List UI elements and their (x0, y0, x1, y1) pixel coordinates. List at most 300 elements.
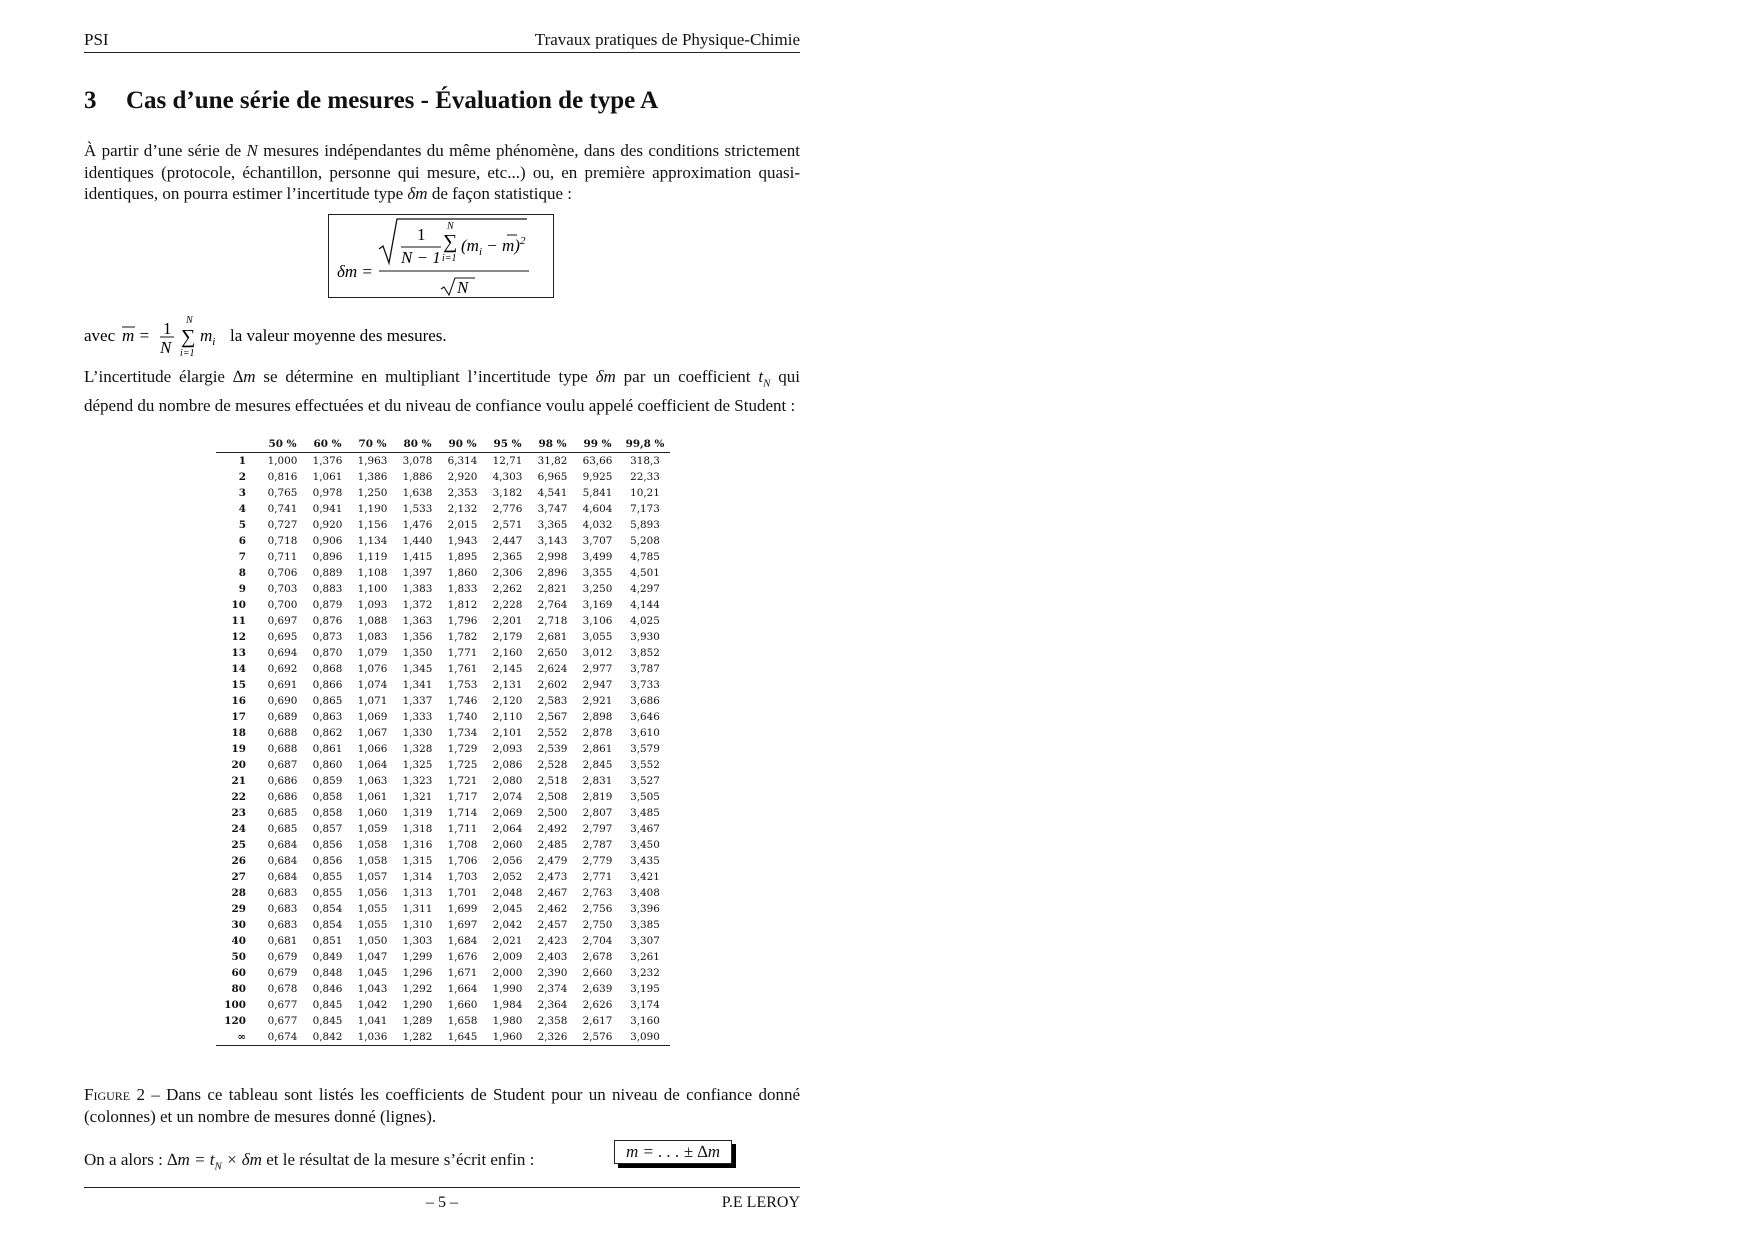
table-cell: 3,261 (630, 951, 660, 963)
table-cell: 2,896 (537, 567, 568, 579)
table-cell: 2,756 (582, 903, 613, 915)
table-cell: 1,055 (357, 903, 388, 915)
row-label: 9 (238, 583, 246, 595)
table-row (216, 789, 670, 805)
table-row (216, 869, 670, 885)
table-cell: 0,684 (267, 871, 298, 883)
table-cell: 1,056 (357, 887, 388, 899)
mean-mbar: m = (122, 326, 150, 345)
page-header (84, 26, 800, 53)
row-label: 50 (231, 951, 246, 963)
header-left: PSI (84, 30, 109, 49)
table-cell: 3,078 (402, 455, 433, 467)
table-cell: 1,064 (357, 759, 388, 771)
row-label: 100 (224, 999, 246, 1011)
table-cell: 0,854 (312, 919, 343, 931)
table-cell: 0,681 (267, 935, 298, 947)
table-cell: 0,859 (312, 775, 343, 787)
row-label: 25 (231, 839, 246, 851)
table-cell: 1,699 (447, 903, 478, 915)
table-cell: 1,372 (402, 599, 433, 611)
table-cell: 10,21 (630, 487, 660, 499)
table-row (216, 805, 670, 821)
table-cell: 0,906 (312, 535, 343, 547)
table-cell: 2,492 (537, 823, 568, 835)
table-cell: 7,173 (630, 503, 660, 515)
table-cell: 1,076 (357, 663, 388, 675)
table-cell: 0,889 (312, 567, 343, 579)
row-label: 16 (231, 695, 246, 707)
table-row (216, 725, 670, 741)
mean-definition (84, 315, 800, 365)
table-cell: 0,865 (312, 695, 343, 707)
table-cell: 0,873 (312, 631, 343, 643)
table-cell: 0,816 (267, 471, 298, 483)
row-label: 7 (238, 551, 246, 563)
intro-paragraph: À partir d’une série de N mesures indépendantes du même phénomène, dans des conditions strictement identiques (protocole, échantillon, personne qui mesure, etc...) ou, en première approximation quasi-identiques, on pourra estimer l’incertitude type δm de façon statistique : (84, 141, 801, 203)
table-cell: 22,33 (630, 471, 660, 483)
table-cell: 1,066 (357, 743, 388, 755)
page-footer (84, 1194, 800, 1216)
table-cell: 1,664 (447, 983, 478, 995)
table-row (216, 549, 670, 565)
table-cell: 1,282 (395, 1029, 440, 1046)
table-cell: 2,306 (492, 567, 523, 579)
caption-label: Figure 2 (84, 1085, 145, 1104)
table-cell: 2,771 (582, 871, 613, 883)
table-cell: 0,679 (267, 951, 298, 963)
table-cell: 1,059 (357, 823, 388, 835)
table-cell: 3,160 (630, 1015, 660, 1027)
table-cell: 1,341 (402, 679, 433, 691)
table-body (216, 453, 670, 1046)
table-cell: 2,160 (492, 647, 523, 659)
table-cell: 1,761 (447, 663, 478, 675)
table-cell: 1,771 (447, 647, 478, 659)
table-cell: 1,740 (447, 711, 478, 723)
table-cell: 0,856 (312, 855, 343, 867)
table-cell: 1,074 (357, 679, 388, 691)
table-cell: 2,998 (537, 551, 568, 563)
table-cell: 3,169 (582, 599, 613, 611)
mean-sum-bottom: i=1 (180, 348, 195, 359)
table-cell: 2,500 (537, 807, 568, 819)
row-label: 40 (231, 935, 246, 947)
table-cell: 2,626 (582, 999, 613, 1011)
table-cell: 2,110 (492, 711, 523, 723)
table-row (216, 581, 670, 597)
table-cell: 3,365 (537, 519, 568, 531)
table-cell: 2,552 (537, 727, 568, 739)
table-cell: 3,435 (630, 855, 660, 867)
table-cell: 3,307 (630, 935, 660, 947)
table-cell: 1,315 (402, 855, 433, 867)
table-cell: 0,941 (312, 503, 343, 515)
table-cell: 3,787 (630, 663, 660, 675)
table-cell: 1,083 (357, 631, 388, 643)
table-cell: 1,660 (447, 999, 478, 1011)
table-cell: 1,330 (402, 727, 433, 739)
table-cell: 1,990 (492, 983, 523, 995)
table-cell: 4,785 (630, 551, 660, 563)
table-cell: 1,290 (402, 999, 433, 1011)
table-cell: 1,311 (402, 903, 433, 915)
table-cell: 3,499 (582, 551, 613, 563)
table-cell: 0,686 (267, 791, 298, 803)
table-cell: 2,365 (492, 551, 523, 563)
table-cell: 0,689 (267, 711, 298, 723)
row-label: 8 (238, 567, 246, 579)
table-cell: 1,093 (357, 599, 388, 611)
table-cell: 2,045 (492, 903, 523, 915)
table-cell: 1,714 (447, 807, 478, 819)
table-cell: 1,833 (447, 583, 478, 595)
table-cell: 0,727 (267, 519, 298, 531)
table-row (216, 965, 670, 981)
col-header: 70 % (350, 436, 395, 453)
row-label: 1 (238, 455, 246, 467)
formula-term: (m (461, 236, 479, 255)
table-cell: 0,688 (267, 727, 298, 739)
table-row (216, 741, 670, 757)
table-cell: 1,321 (402, 791, 433, 803)
header-right: Travaux pratiques de Physique-Chimie (534, 30, 800, 49)
table-cell: 1,250 (357, 487, 388, 499)
table-cell: 2,457 (537, 919, 568, 931)
table-cell: 1,047 (357, 951, 388, 963)
mean-sum-sign: ∑ (181, 326, 196, 348)
row-label: 26 (231, 855, 246, 867)
table-cell: 0,862 (312, 727, 343, 739)
table-cell: 2,000 (492, 967, 523, 979)
table-cell: 0,858 (312, 807, 343, 819)
table-cell: 1,717 (447, 791, 478, 803)
table-cell: 3,355 (582, 567, 613, 579)
table-cell: 3,646 (630, 711, 660, 723)
table-cell: 3,527 (630, 775, 660, 787)
table-cell: 2,764 (537, 599, 568, 611)
table-cell: 3,686 (630, 695, 660, 707)
table-cell: 1,050 (357, 935, 388, 947)
table-cell: 1,036 (350, 1029, 395, 1046)
table-row (216, 517, 670, 533)
table-cell: 1,041 (357, 1015, 388, 1027)
mean-n: N (160, 338, 172, 357)
table-row (216, 917, 670, 933)
table-cell: 1,711 (447, 823, 478, 835)
table-cell: 2,390 (537, 967, 568, 979)
table-cell: 3,747 (537, 503, 568, 515)
table-cell: 1,895 (447, 551, 478, 563)
table-cell: 2,262 (492, 583, 523, 595)
table-cell: 2,060 (492, 839, 523, 851)
formula-term-sub: i (478, 246, 483, 258)
table-cell: 1,060 (357, 807, 388, 819)
page (84, 26, 800, 205)
table-cell: 0,690 (267, 695, 298, 707)
table-cell: 1,318 (402, 823, 433, 835)
table-row (216, 933, 670, 949)
table-cell: 1,088 (357, 615, 388, 627)
table-cell: 0,692 (267, 663, 298, 675)
uncertainty-formula (328, 214, 554, 298)
row-label: 11 (231, 615, 246, 627)
row-label: 21 (231, 775, 246, 787)
table-cell: 2,576 (575, 1029, 620, 1046)
table-row (216, 629, 670, 645)
col-header: 99,8 % (620, 436, 670, 453)
table-cell: 0,851 (312, 935, 343, 947)
table-cell: 1,058 (357, 855, 388, 867)
mean-prefix: avec (84, 326, 116, 345)
table-cell: 1,319 (402, 807, 433, 819)
table-row (216, 565, 670, 581)
table-cell: 1,042 (357, 999, 388, 1011)
col-header: 90 % (440, 436, 485, 453)
table-cell: 1,676 (447, 951, 478, 963)
table-cell: 31,82 (537, 455, 568, 467)
table-cell: 2,064 (492, 823, 523, 835)
svg-text:(mi − m)2 (461, 235, 526, 258)
col-header: 80 % (395, 436, 440, 453)
table-cell: 3,467 (630, 823, 660, 835)
table-cell: 2,650 (537, 647, 568, 659)
table-cell: 1,697 (447, 919, 478, 931)
table-cell: 2,528 (537, 759, 568, 771)
table-cell: 2,015 (447, 519, 478, 531)
table-cell: 2,779 (582, 855, 613, 867)
table-cell: 2,374 (537, 983, 568, 995)
table-cell: 0,686 (267, 775, 298, 787)
mean-one: 1 (163, 319, 172, 338)
table-cell: 0,879 (312, 599, 343, 611)
table-cell: 0,846 (312, 983, 343, 995)
conclusion: On a alors : $\Delta m = t_N \times \delta m$ et le résultat de la mesure s’écrit enfin : m = . . . ± ∆m (84, 1146, 800, 1174)
row-label: 22 (231, 791, 246, 803)
svg-text:mi (200, 326, 215, 348)
table-cell: 9,925 (582, 471, 613, 483)
table-cell: 0,883 (312, 583, 343, 595)
table-cell: 4,501 (630, 567, 660, 579)
table-cell: 1,746 (447, 695, 478, 707)
table-cell: 0,857 (312, 823, 343, 835)
table-cell: 1,440 (402, 535, 433, 547)
table-cell: 0,706 (267, 567, 298, 579)
col-header: 99 % (575, 436, 620, 453)
table-cell: 1,721 (447, 775, 478, 787)
table-cell: 0,858 (312, 791, 343, 803)
table-row (216, 613, 670, 629)
table-cell: 2,353 (447, 487, 478, 499)
table-cell: 1,058 (357, 839, 388, 851)
table-cell: 1,328 (402, 743, 433, 755)
table-cell: 1,057 (357, 871, 388, 883)
table-cell: 1,963 (357, 455, 388, 467)
table-cell: 2,718 (537, 615, 568, 627)
table-row (216, 453, 670, 470)
table-cell: 5,841 (582, 487, 613, 499)
table-cell: 2,602 (537, 679, 568, 691)
formula-square: 2 (519, 235, 526, 247)
table-cell: 1,658 (447, 1015, 478, 1027)
table-cell: 2,473 (537, 871, 568, 883)
row-label: 17 (231, 711, 246, 723)
table-cell: 3,707 (582, 535, 613, 547)
table-cell: 2,583 (537, 695, 568, 707)
table-cell: 4,144 (630, 599, 660, 611)
footer-rule (84, 1187, 800, 1188)
row-label: 27 (231, 871, 246, 883)
table-cell: 2,145 (492, 663, 523, 675)
table-cell: 1,363 (402, 615, 433, 627)
row-label: 80 (231, 983, 246, 995)
table-cell: 1,729 (447, 743, 478, 755)
table-cell: 3,396 (630, 903, 660, 915)
formula-n-minus-1: N − 1 (401, 248, 441, 267)
table-cell: 1,061 (312, 471, 343, 483)
table-cell: 2,518 (537, 775, 568, 787)
table-cell: 2,132 (447, 503, 478, 515)
mean-mi: m (200, 326, 213, 345)
table-cell: 3,174 (630, 999, 660, 1011)
table-cell: 2,364 (537, 999, 568, 1011)
table-cell: 1,119 (357, 551, 388, 563)
table-cell: 1,886 (402, 471, 433, 483)
table-cell: 2,678 (582, 951, 613, 963)
row-label: 14 (231, 663, 246, 675)
row-label: 4 (238, 503, 246, 515)
table-cell: 1,701 (447, 887, 478, 899)
figure-caption (84, 1084, 800, 1127)
table-cell: 3,610 (630, 727, 660, 739)
table-cell: 1,796 (447, 615, 478, 627)
row-label: 18 (231, 727, 246, 739)
table-cell: 1,638 (402, 487, 433, 499)
table-cell: 0,684 (267, 855, 298, 867)
table-cell: 2,639 (582, 983, 613, 995)
table-cell: 0,855 (312, 887, 343, 899)
table-cell: 2,179 (492, 631, 523, 643)
table-cell: 0,856 (312, 839, 343, 851)
author: P.E LEROY (721, 1194, 800, 1211)
table-cell: 0,685 (267, 807, 298, 819)
table-cell: 1,960 (485, 1029, 530, 1046)
row-label: 60 (231, 967, 246, 979)
table-cell: 3,450 (630, 839, 660, 851)
table-row (216, 885, 670, 901)
table-cell: 1,323 (402, 775, 433, 787)
table-row (216, 693, 670, 709)
table-cell: 0,870 (312, 647, 343, 659)
col-header: 50 % (260, 436, 305, 453)
table-cell: 0,718 (267, 535, 298, 547)
table-cell: 2,467 (537, 887, 568, 899)
table-cell: 0,711 (267, 551, 298, 563)
table-cell: 1,345 (402, 663, 433, 675)
table-cell: 0,845 (312, 1015, 343, 1027)
table-cell: 3,195 (630, 983, 660, 995)
table-cell: 0,860 (312, 759, 343, 771)
table-cell: 2,201 (492, 615, 523, 627)
table-cell: 2,763 (582, 887, 613, 899)
table-cell: 1,984 (492, 999, 523, 1011)
table-cell: 2,358 (537, 1015, 568, 1027)
table-cell: 3,090 (620, 1029, 670, 1046)
table-cell: 2,807 (582, 807, 613, 819)
table-row (216, 837, 670, 853)
table-cell: 1,386 (357, 471, 388, 483)
table-cell: 2,447 (492, 535, 523, 547)
table-cell: 6,965 (537, 471, 568, 483)
table-cell: 1,190 (357, 503, 388, 515)
table-cell: 3,143 (537, 535, 568, 547)
table-cell: 2,093 (492, 743, 523, 755)
table-cell: 1,703 (447, 871, 478, 883)
table-cell: 2,624 (537, 663, 568, 675)
table-cell: 1,134 (357, 535, 388, 547)
table-cell: 2,485 (537, 839, 568, 851)
table-cell: 2,423 (537, 935, 568, 947)
table-cell: 2,977 (582, 663, 613, 675)
table-cell: 3,106 (582, 615, 613, 627)
table-row (216, 645, 670, 661)
row-label: 28 (231, 887, 246, 899)
mean-suffix: la valeur moyenne des mesures. (230, 326, 447, 345)
table-cell: 3,930 (630, 631, 660, 643)
table-cell: 0,863 (312, 711, 343, 723)
table-cell: 0,765 (267, 487, 298, 499)
table-cell: 1,043 (357, 983, 388, 995)
table-cell: 3,012 (582, 647, 613, 659)
table-cell: 0,703 (267, 583, 298, 595)
row-label: ∞ (216, 1029, 260, 1046)
section-heading: Cas d’une série de mesures - Évaluation de type A (126, 87, 659, 114)
formula-sum-top: N (447, 221, 454, 232)
row-label: 6 (238, 535, 246, 547)
table-cell: 2,947 (582, 679, 613, 691)
table-cell: 2,921 (582, 695, 613, 707)
table-cell: 0,855 (312, 871, 343, 883)
row-label: 2 (238, 471, 246, 483)
table-row (216, 597, 670, 613)
row-label: 5 (238, 519, 246, 531)
table-cell: 1,079 (357, 647, 388, 659)
formula-denominator: N (457, 278, 469, 297)
student-table (216, 436, 670, 1046)
table-cell: 0,845 (312, 999, 343, 1011)
table-cell: 2,845 (582, 759, 613, 771)
table-row (216, 1013, 670, 1029)
row-label: 120 (224, 1015, 246, 1027)
table-cell: 1,684 (447, 935, 478, 947)
table-row (216, 677, 670, 693)
table-cell: 2,080 (492, 775, 523, 787)
table-row (216, 757, 670, 773)
table-cell: 2,898 (582, 711, 613, 723)
table-cell: 1,812 (447, 599, 478, 611)
table-cell: 0,691 (267, 679, 298, 691)
table-row (216, 981, 670, 997)
table-cell: 2,009 (492, 951, 523, 963)
table-cell: 0,685 (267, 823, 298, 835)
table-row (216, 469, 670, 485)
table-cell: 2,821 (537, 583, 568, 595)
table-cell: 0,695 (267, 631, 298, 643)
table-row (216, 821, 670, 837)
table-row (216, 533, 670, 549)
table-cell: 2,831 (582, 775, 613, 787)
table-cell: 3,421 (630, 871, 660, 883)
